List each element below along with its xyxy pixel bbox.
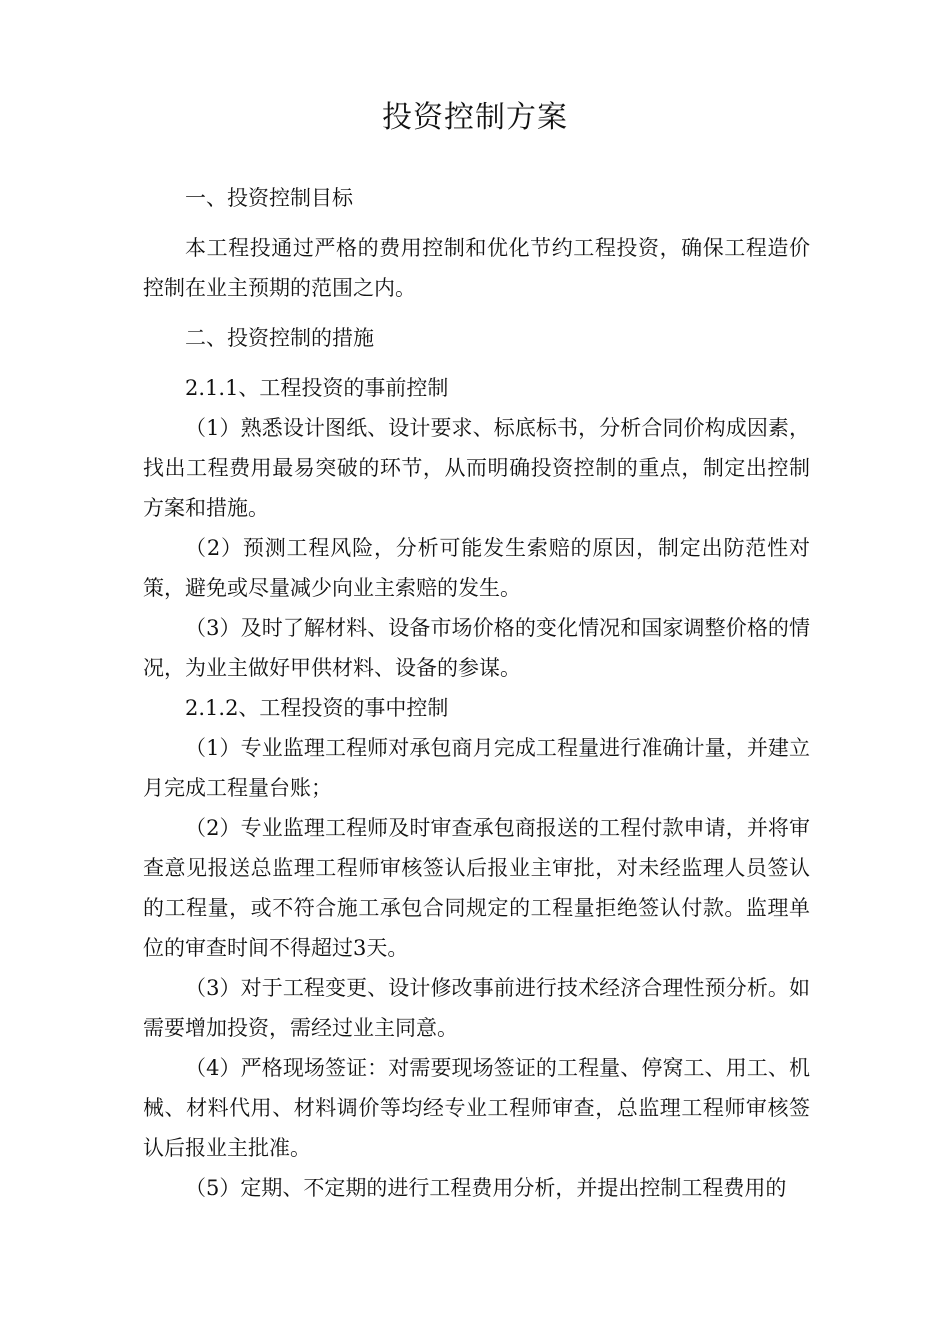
document-title: 投资控制方案 <box>382 100 568 135</box>
paragraph-item-3b: （3）对于工程变更、设计修改事前进行技术经济合理性预分析。如需要增加投资，需经过业主同意。 <box>143 976 810 1040</box>
paragraph-item-5b: （5）定期、不定期的进行工程费用分析，并提出控制工程费用的 <box>185 1176 787 1200</box>
subsection-heading-2-1-1: 2.1.1、工程投资的事前控制 <box>185 376 449 400</box>
paragraph-item-1: （1）熟悉设计图纸、设计要求、标底标书，分析合同价构成因素，找出工程费用最易突破的环节，从而明确投资控制的重点，制定出控制方案和措施。 <box>143 416 810 520</box>
paragraph-goal: 本工程投通过严格的费用控制和优化节约工程投资，确保工程造价控制在业主预期的范围之内。 <box>143 236 810 300</box>
section-heading-2: 二、投资控制的措施 <box>185 326 374 350</box>
paragraph-item-4b: （4）严格现场签证：对需要现场签证的工程量、停窝工、用工、机械、材料代用、材料调价等均经专业工程师审查，总监理工程师审核签认后报业主批准。 <box>143 1056 810 1160</box>
paragraph-item-2b: （2）专业监理工程师及时审查承包商报送的工程付款申请，并将审查意见报送总监理工程师审核签认后报业主审批，对未经监理人员签认的工程量，或不符合施工承包合同规定的工程量拒绝签认付款。监理单位的审查时间不得超过3天。 <box>143 816 810 960</box>
document-body <box>143 178 810 1208</box>
subsection-heading-2-1-2: 2.1.2、工程投资的事中控制 <box>185 696 449 720</box>
paragraph-item-2: （2）预测工程风险，分析可能发生索赔的原因，制定出防范性对策，避免或尽量减少向业主索赔的发生。 <box>143 536 810 600</box>
paragraph-item-3: （3）及时了解材料、设备市场价格的变化情况和国家调整价格的情况，为业主做好甲供材料、设备的参谋。 <box>143 616 810 680</box>
paragraph-item-1b: （1）专业监理工程师对承包商月完成工程量进行准确计量，并建立月完成工程量台账； <box>143 736 810 800</box>
section-heading-1: 一、投资控制目标 <box>185 186 353 210</box>
